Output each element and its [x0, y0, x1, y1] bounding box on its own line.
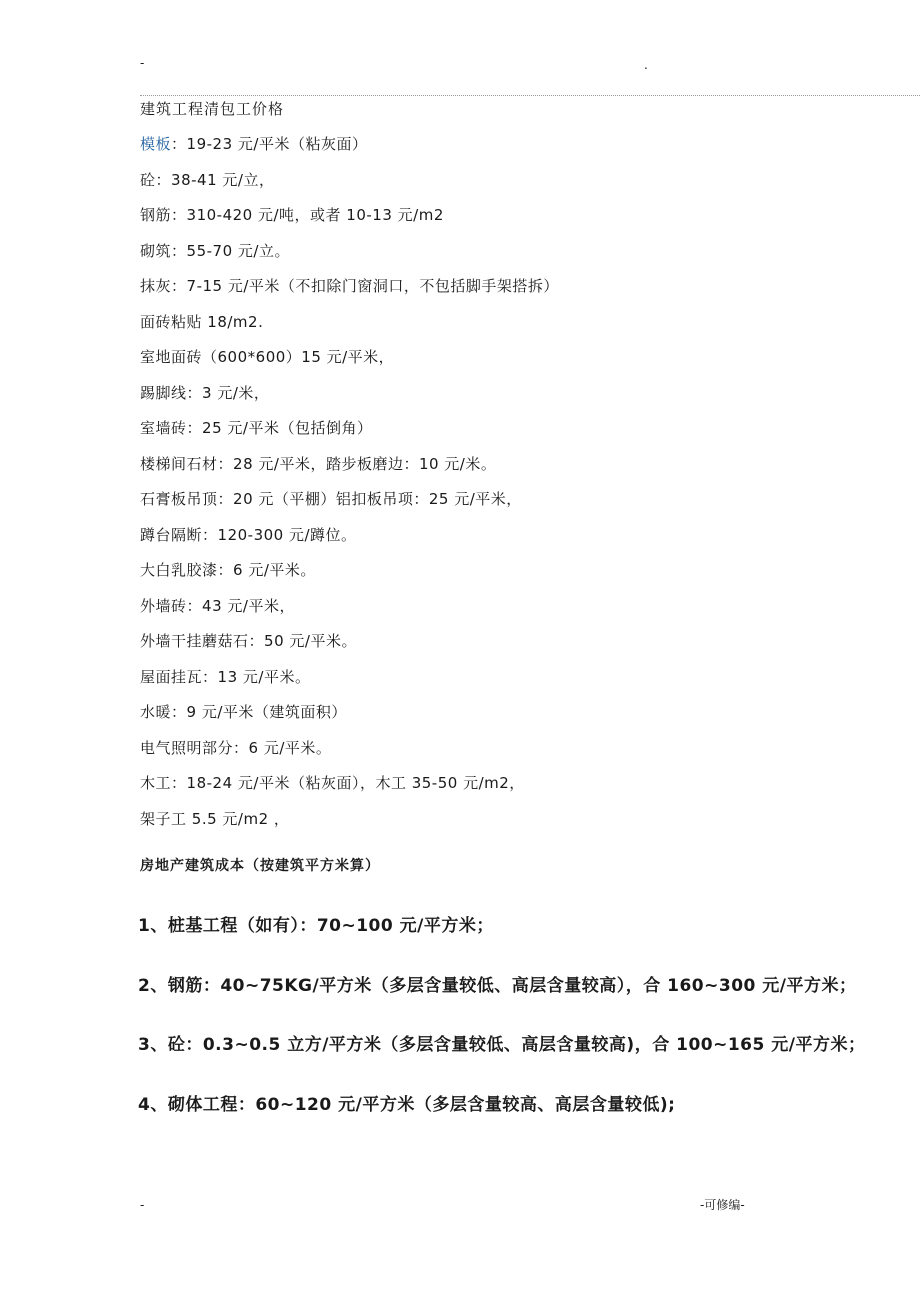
price-text: 19-23 元/平米（粘灰面）: [186, 135, 368, 153]
price-label: 抹灰: [140, 277, 172, 295]
price-item-concrete: [140, 169, 900, 205]
price-text: 9 元/平米（建筑面积）: [186, 703, 347, 721]
price-item-dry-hang-stone: [140, 630, 900, 666]
price-text: 20 元（平棚）铝扣板吊项：25 元/平米，: [233, 490, 522, 508]
price-sep: ：: [202, 667, 218, 686]
price-label: 架子工: [140, 809, 187, 828]
cost-item-masonry: 4、砌体工程：60~120 元/平方米（多层含量较高、高层含量较低);: [138, 1094, 676, 1115]
price-text: 18/m2.: [202, 312, 264, 331]
price-text: 55-70 元/立。: [186, 241, 290, 260]
price-text: 28 元/平米，踏步板磨边：10 元/米。: [233, 454, 497, 473]
price-label: 外墙砖: [140, 596, 187, 615]
price-item-formwork: [140, 133, 900, 169]
price-text: 38-41 元/立，: [171, 170, 275, 189]
price-sep: ：: [233, 738, 249, 757]
price-label: 水暖: [140, 703, 172, 721]
price-text: 120-300 元/蹲位。: [217, 525, 357, 544]
price-sep: ：: [202, 525, 218, 544]
price-text: 25 元/平米（包括倒角）: [202, 419, 373, 437]
price-label: 蹲台隔断: [140, 525, 203, 544]
price-sep: ：: [217, 454, 234, 473]
price-sep: ：: [248, 632, 265, 650]
price-item-ceiling: [140, 488, 900, 524]
cost-item-rebar: 2、钢筋：40~75KG/平方米（多层含量较低、高层含量较高），合 160~300 元/平方米；: [138, 975, 857, 996]
header-divider: [140, 95, 920, 96]
price-item-toilet-partition: [140, 524, 900, 560]
price-item-masonry: [140, 240, 900, 276]
price-label: 石膏板吊顶: [140, 490, 218, 508]
price-sep: ：: [171, 774, 187, 792]
price-text: 7-15 元/平米（不扣除门窗洞口，不包括脚手架搭拆）: [186, 277, 559, 295]
price-text: （600*600）15 元/平米，: [202, 348, 395, 366]
price-sep: ：: [171, 241, 187, 260]
price-text: 310-420 元/吨，或者 10-13 元/m2: [186, 206, 444, 224]
price-item-floor-tile: [140, 346, 900, 382]
section-title: 房地产建筑成本（按建筑平方米算）: [140, 858, 380, 874]
price-text: 18-24 元/平米（粘灰面），木工 35-50 元/m2，: [186, 774, 525, 792]
price-sep: ：: [171, 277, 187, 295]
price-label: 大白乳胶漆: [140, 561, 218, 579]
price-label: 面砖粘贴: [140, 312, 203, 331]
price-label: 砼: [140, 170, 156, 189]
price-label: 室墙砖: [140, 419, 187, 437]
price-label: 楼梯间石材: [140, 454, 218, 473]
price-sep: ：: [217, 561, 234, 579]
price-item-carpentry: [140, 772, 900, 808]
price-text: 6 元/平米。: [233, 561, 316, 579]
price-text: 13 元/平米。: [217, 667, 311, 686]
price-item-wall-tile: [140, 417, 900, 453]
page-title: 建筑工程清包工价格: [140, 100, 285, 118]
price-label: 屋面挂瓦: [140, 667, 203, 686]
price-item-plastering: [140, 275, 900, 311]
price-text: 43 元/平米，: [202, 596, 295, 615]
footer-editable-note: -可修编-: [700, 1198, 745, 1212]
price-sep: ：: [171, 135, 187, 153]
header-right-mark: .: [644, 58, 648, 72]
price-sep: ：: [217, 490, 234, 508]
price-label: 外墙干挂蘑菇石: [140, 632, 249, 650]
cost-item-concrete: 3、砼：0.3~0.5 立方/平方米（多层含量较低、高层含量较高)，合 100~165 元/平方米；: [138, 1035, 866, 1055]
price-item-face-brick: [140, 311, 900, 347]
price-label: 木工: [140, 774, 172, 792]
price-item-exterior-tile: [140, 595, 900, 631]
price-text: 6 元/平米。: [248, 738, 332, 757]
price-text: 3 元/米，: [202, 383, 270, 402]
cost-list: [138, 913, 908, 1151]
price-item-scaffolding: [140, 808, 900, 844]
price-item-rebar: [140, 204, 900, 240]
price-sep: ：: [186, 419, 203, 437]
price-label: 电气照明部分: [140, 738, 234, 757]
price-label: 室地面砖: [140, 348, 203, 366]
price-sep: ：: [171, 703, 187, 721]
price-item-electrical: [140, 737, 900, 773]
price-item-latex-paint: [140, 559, 900, 595]
price-label: 钢筋: [140, 206, 172, 224]
price-label[interactable]: 模板: [140, 135, 172, 153]
price-sep: ：: [186, 596, 203, 615]
price-item-plumbing: [140, 701, 900, 737]
price-text: 50 元/平米。: [264, 632, 357, 650]
price-sep: ：: [171, 206, 187, 224]
price-item-skirting: [140, 382, 900, 418]
footer-left-mark: -: [140, 1198, 145, 1212]
price-label: 砌筑: [140, 241, 172, 260]
price-item-roof-tile: [140, 666, 900, 702]
price-sep: ：: [155, 170, 172, 189]
cost-item-pile-foundation: 1、桩基工程（如有）：70~100 元/平方米；: [138, 916, 494, 936]
price-label: 踢脚线: [140, 383, 187, 402]
price-list: [140, 133, 900, 843]
price-sep: ：: [186, 383, 203, 402]
price-item-stair-stone: [140, 453, 900, 489]
header-left-mark: -: [140, 56, 145, 70]
price-text: 5.5 元/m2 ，: [186, 809, 290, 828]
